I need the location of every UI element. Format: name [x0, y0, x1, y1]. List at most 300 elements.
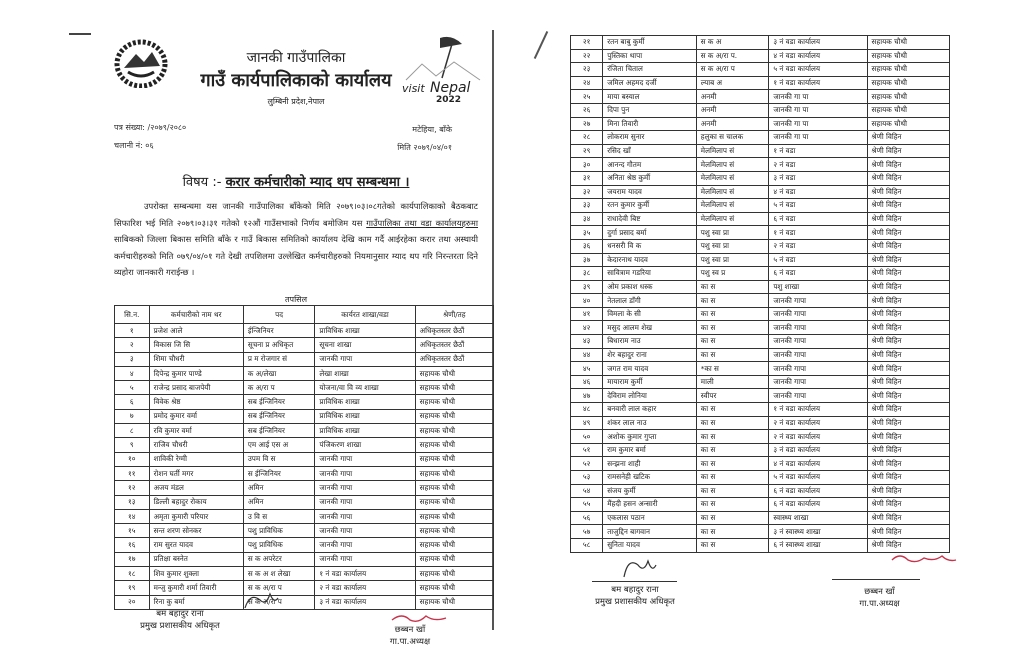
body-text: उपरोक्त सम्बन्धमा यस जानकी गाउँपालिका बाँकेको मिति २०७९।०३।०८गतेको कार्यपालिकाको बैठकबाट सिफारिश भई मिति २०७९।०३।३१ गतेको १२औं गाउँसभाको निर्णय बमोजिम यस	[114, 201, 478, 228]
grade: सहायक चौथी	[415, 567, 493, 581]
grade: श्रेणी विहिन	[867, 212, 949, 226]
signatory-title: गा.पा.अध्यक्ष	[389, 637, 431, 647]
work-unit: जानकी गापा	[769, 307, 867, 321]
grade: श्रेणी विहिन	[867, 185, 949, 199]
employee-name: राधादेवी बिष्ट	[603, 212, 697, 226]
serial-number: ४७	[571, 389, 603, 403]
employee-name: ताजुद्दिन बागवान	[603, 525, 697, 539]
grade: श्रेणी विहिन	[867, 416, 949, 430]
employee-name: विकास जि सि	[149, 338, 243, 352]
position: मेलमिलाप सं	[696, 199, 769, 213]
grade: सहायक चौथी	[867, 117, 949, 131]
work-unit: ६ नं वडा	[769, 267, 867, 281]
position: स क अ/रा प	[243, 581, 315, 595]
employee-name: जयराम यादव	[603, 185, 697, 199]
position: पशु स्वा प्रा	[696, 239, 769, 253]
serial-number: ५	[115, 381, 150, 395]
work-unit: ५ नं वडा	[769, 253, 867, 267]
work-unit: जानकी गापा	[315, 538, 415, 552]
position: स क अ/रा प	[696, 63, 769, 77]
work-unit: जानकी गापा	[315, 552, 415, 566]
employee-name: अजय मंडल	[149, 481, 243, 495]
work-unit: जानकी गा पा	[769, 131, 867, 145]
employee-name: मैंहदी हसन अन्सारी	[603, 498, 697, 512]
grade: श्रेणी विहिन	[867, 389, 949, 403]
position: का स	[696, 307, 769, 321]
grade: श्रेणी विहिन	[867, 321, 949, 335]
serial-number: २८	[571, 131, 603, 145]
employee-name: बिधाराम नाउ	[603, 335, 697, 349]
grade: सहायक चौथी	[415, 438, 493, 452]
province-name: लुम्बिनी प्रदेश,नेपाल	[267, 97, 325, 106]
serial-number: ४२	[571, 321, 603, 335]
grade: श्रेणी विहिन	[867, 471, 949, 485]
table-row	[115, 452, 494, 466]
work-unit: १ नं वडा कार्यालय	[769, 403, 867, 417]
position: *का स	[696, 362, 769, 376]
work-unit: जानकी गा पा	[769, 117, 867, 131]
grade: अधिकृतस्तर छैठौं	[415, 324, 493, 338]
employee-name: मसुद आलम शेख	[603, 321, 697, 335]
serial-number: ४५	[571, 362, 603, 376]
work-unit: २ नं वडा कार्यालय	[769, 430, 867, 444]
serial-number: ३२	[571, 185, 603, 199]
table-row	[571, 416, 950, 430]
signatory-right	[842, 586, 917, 610]
employee-name: केदारनाथ यादव	[603, 253, 697, 267]
table-row	[571, 538, 950, 552]
place: मटेहिया, बाँके	[412, 125, 452, 134]
grade: सहायक चौथी	[415, 409, 493, 423]
position: मेलमिलाप सं	[696, 185, 769, 199]
letter-page-2	[570, 35, 950, 635]
work-unit: ४ नं वडा कार्यालय	[769, 49, 867, 63]
table-row	[115, 338, 494, 352]
work-unit: ३ नं वडा कार्यालय	[769, 36, 867, 50]
employee-name: पुस्तिका थापा	[603, 49, 697, 63]
serial-number: १९	[115, 581, 150, 595]
table-row	[571, 471, 950, 485]
serial-number: ४३	[571, 335, 603, 349]
position: का स	[696, 538, 769, 552]
table-row	[571, 498, 950, 512]
table-row	[571, 36, 950, 50]
serial-number: १७	[115, 552, 150, 566]
employee-name: ओम प्रकाश धस्क	[603, 280, 697, 294]
position: पशु स्व प्र	[696, 267, 769, 281]
employee-name: आनन्द गौतम	[603, 158, 697, 172]
subject-text: करार कर्मचारीको म्याद थप सम्बन्धमा ।	[225, 175, 410, 190]
column-header: पद	[243, 306, 315, 324]
grade: सहायक चौथी	[415, 381, 493, 395]
column-header: श्रेणी/तह	[415, 306, 493, 324]
serial-number: ३०	[571, 158, 603, 172]
employee-name: विमला के सी	[603, 307, 697, 321]
position: सब ईन्जिनियर	[243, 409, 315, 423]
employee-name: रामसनेही खटिक	[603, 471, 697, 485]
employee-name: जमिल अहमद दर्जी	[603, 76, 697, 90]
table-row	[571, 76, 950, 90]
position: मेलमिलाप सं	[696, 212, 769, 226]
serial-number: ३६	[571, 239, 603, 253]
position: एम आई एस अ	[243, 438, 315, 452]
grade: सहायक चौथी	[415, 524, 493, 538]
serial-number: ४९	[571, 416, 603, 430]
visit-nepal-logo	[400, 34, 486, 104]
employee-name: अमृता कुमारी परियार	[149, 509, 243, 523]
position: पशु स्वा प्रा	[696, 253, 769, 267]
table-row	[115, 538, 494, 552]
table-row	[571, 362, 950, 376]
table-row	[115, 409, 494, 423]
serial-number: १५	[115, 524, 150, 538]
position: मेलमिलाप सं	[696, 171, 769, 185]
serial-number: १२	[115, 481, 150, 495]
signatory-left	[580, 584, 690, 608]
position: का स	[696, 498, 769, 512]
position: ल्याब अ	[696, 76, 769, 90]
grade: सहायक चौथी	[415, 552, 493, 566]
table-row	[571, 335, 950, 349]
grade: सहायक चौथी	[415, 595, 493, 609]
grade: श्रेणी विहिन	[867, 199, 949, 213]
serial-number: ३५	[571, 226, 603, 240]
employee-name: दिपा पुन	[603, 103, 697, 117]
serial-number: ५४	[571, 484, 603, 498]
position: का स	[696, 484, 769, 498]
employee-name: रतन कुमार कुर्मी	[603, 199, 697, 213]
work-unit: प्राविधिक शाखा	[315, 424, 415, 438]
serial-number: २१	[571, 36, 603, 50]
position: का स	[696, 457, 769, 471]
table-row	[571, 103, 950, 117]
work-unit: जानकी गापा	[769, 375, 867, 389]
work-unit: ३ नं वडा कार्यालय	[769, 443, 867, 457]
table-row	[115, 509, 494, 523]
table-row	[571, 484, 950, 498]
body-underlined: गाउँपालिका तथा वडा कार्यालयहरुमा	[366, 217, 479, 228]
serial-number: ५८	[571, 538, 603, 552]
signatory-name: बम बहादुर राना	[156, 609, 204, 619]
employee-name: अनिता श्रेष्ठ कुर्मी	[603, 171, 697, 185]
grade: सहायक चौथी	[415, 538, 493, 552]
column-header: सि.न.	[115, 306, 150, 324]
serial-number: ५६	[571, 511, 603, 525]
work-unit: जानकी गापा	[769, 348, 867, 362]
employee-name: मायाराम कुर्मी	[603, 375, 697, 389]
work-unit: प्राविधिक शाखा	[315, 409, 415, 423]
serial-number: ७	[115, 409, 150, 423]
employee-name: राजेन्द्र प्रसाद बाजपेयी	[149, 381, 243, 395]
signatory-right	[370, 624, 450, 648]
work-unit: जानकी गापा	[769, 335, 867, 349]
serial-number: २०	[115, 595, 150, 609]
grade: सहायक चौथी	[867, 90, 949, 104]
table-row	[115, 481, 494, 495]
position: अमिन	[243, 481, 315, 495]
employee-name: मिना तिवारी	[603, 117, 697, 131]
position: उ वि स	[243, 509, 315, 523]
serial-number: ८	[115, 424, 150, 438]
employee-name: रंजिता चिताल	[603, 63, 697, 77]
work-unit: २ नं वडा	[769, 158, 867, 172]
serial-number: ४१	[571, 307, 603, 321]
position: क अ/लेखा	[243, 366, 315, 380]
signature-line	[832, 579, 920, 580]
grade: श्रेणी विहिन	[867, 239, 949, 253]
grade: सहायक चौथी	[867, 63, 949, 77]
serial-number: २६	[571, 103, 603, 117]
position: स क अपरेटर	[243, 552, 315, 566]
table-row	[571, 348, 950, 362]
employee-name: दिपेन्द्र कुमार पाण्डे	[149, 366, 243, 380]
table-row	[571, 525, 950, 539]
work-unit: जानकी गापा	[315, 524, 415, 538]
work-unit: ३ नं वडा	[769, 171, 867, 185]
serial-number: २	[115, 338, 150, 352]
serial-number: १३	[115, 495, 150, 509]
serial-number: ३	[115, 352, 150, 366]
table-row	[571, 280, 950, 294]
table-row	[571, 294, 950, 308]
position: अनमी	[696, 103, 769, 117]
work-unit: जानकी गापा	[315, 509, 415, 523]
position: स ईन्जिनियर	[243, 466, 315, 480]
signatory-name: बम बहादुर राना	[611, 585, 659, 595]
svg-text:2022: 2022	[436, 95, 462, 104]
signature-right	[390, 612, 450, 624]
employee-name: राम कुमार बर्मा	[603, 443, 697, 457]
position: का स	[696, 511, 769, 525]
work-unit: ३ नं स्वास्थ्य शाखा	[769, 525, 867, 539]
grade: श्रेणी विहिन	[867, 280, 949, 294]
employee-name: बनवारी लाल कहार	[603, 403, 697, 417]
employee-name: सन्त शरण सोनकर	[149, 524, 243, 538]
grade: श्रेणी विहिन	[867, 348, 949, 362]
employee-name: शिमा चौधरी	[149, 352, 243, 366]
serial-number: १८	[115, 567, 150, 581]
table-row	[115, 324, 494, 338]
position: पशु स्वा प्रा	[696, 226, 769, 240]
scan-mark	[69, 33, 91, 35]
serial-number: १४	[115, 509, 150, 523]
position: माली	[696, 375, 769, 389]
grade: श्रेणी विहिन	[867, 158, 949, 172]
work-unit: सूचना शाखा	[315, 338, 415, 352]
table-row	[115, 395, 494, 409]
position: का स	[696, 294, 769, 308]
serial-number: ५२	[571, 457, 603, 471]
serial-number: २२	[571, 49, 603, 63]
grade: श्रेणी विहिन	[867, 511, 949, 525]
body-paragraph	[114, 198, 478, 281]
work-unit: प्राविधिक शाखा	[315, 324, 415, 338]
grade: श्रेणी विहिन	[867, 538, 949, 552]
work-unit: स्वास्थ्य शाखा	[769, 511, 867, 525]
serial-number: ३९	[571, 280, 603, 294]
serial-number: ९	[115, 438, 150, 452]
signatory-title: प्रमुख प्रशासकीय अधिकृत	[595, 597, 675, 607]
table-row	[571, 185, 950, 199]
employee-name: रोशन घर्ती मगर	[149, 466, 243, 480]
signature-line	[592, 581, 677, 582]
grade: अधिकृतस्तर छैठौं	[415, 338, 493, 352]
position: पशु प्राविधिक	[243, 538, 315, 552]
employee-name: रवि कुमार वर्मा	[149, 424, 243, 438]
table-row	[115, 581, 494, 595]
grade: सहायक चौथी	[867, 76, 949, 90]
employee-name: रिना कु बर्मा	[149, 595, 243, 609]
serial-number: ४	[115, 366, 150, 380]
employee-name: एकलास पठान	[603, 511, 697, 525]
work-unit: जानकी गापा	[315, 466, 415, 480]
employee-name: रतन बाबु कुर्मी	[603, 36, 697, 50]
serial-number: ५३	[571, 471, 603, 485]
work-unit: ५ नं वडा कार्यालय	[769, 63, 867, 77]
work-unit: जानकी गापा	[315, 495, 415, 509]
employee-name: सुनिता यादव	[603, 538, 697, 552]
table-row	[571, 90, 950, 104]
employee-name: दुर्गा प्रसाद बर्मा	[603, 226, 697, 240]
position: स्वीपर	[696, 389, 769, 403]
serial-number: ३३	[571, 199, 603, 213]
dispatch-number: चलानी नं: ०६	[114, 141, 154, 150]
grade: श्रेणी विहिन	[867, 267, 949, 281]
work-unit: ५ नं वडा	[769, 199, 867, 213]
scan-mark	[534, 31, 548, 59]
grade: श्रेणी विहिन	[867, 403, 949, 417]
work-unit: जानकी गापा	[769, 321, 867, 335]
letter-number: पत्र संख्या: /२०७९/२०८०	[114, 123, 187, 132]
grade: सहायक चौथी	[415, 481, 493, 495]
table-row	[571, 253, 950, 267]
position: सब ईन्जिनियर	[243, 424, 315, 438]
signatory-name: छब्बन खाँ	[394, 625, 426, 635]
table-row	[571, 403, 950, 417]
work-unit: २ नं वडा कार्यालय	[315, 581, 415, 595]
employee-name: अशोक कुमार गुप्ता	[603, 430, 697, 444]
letter-date: मिति २०७९/०४/०१	[397, 143, 452, 152]
serial-number: २३	[571, 63, 603, 77]
table-row	[571, 511, 950, 525]
serial-number: १	[115, 324, 150, 338]
position: का स	[696, 321, 769, 335]
position: का स	[696, 525, 769, 539]
position: उपम वि स	[243, 452, 315, 466]
serial-number: ४६	[571, 375, 603, 389]
grade: सहायक चौथी	[415, 452, 493, 466]
grade: श्रेणी विहिन	[867, 307, 949, 321]
table-row	[571, 443, 950, 457]
position: अनमी	[696, 90, 769, 104]
table-row	[115, 438, 494, 452]
grade: सहायक चौथी	[415, 466, 493, 480]
grade: सहायक चौथी	[867, 36, 949, 50]
table-row	[115, 495, 494, 509]
employee-name: देविराम लोनिया	[603, 389, 697, 403]
serial-number: ४८	[571, 403, 603, 417]
employee-name: शंकर लाल नाउ	[603, 416, 697, 430]
grade: श्रेणी विहिन	[867, 171, 949, 185]
table-row	[115, 366, 494, 380]
work-unit: २ नं वडा	[769, 239, 867, 253]
position: हलुका स चालक	[696, 131, 769, 145]
work-unit: ६ नं वडा कार्यालय	[769, 498, 867, 512]
serial-number: ३४	[571, 212, 603, 226]
work-unit: १ नं वडा कार्यालय	[769, 76, 867, 90]
position: स क अ/रा प	[243, 595, 315, 609]
column-header: कर्मचारीको नाम थर	[149, 306, 243, 324]
position: स क अ/रा प.	[696, 49, 769, 63]
position: अनमी	[696, 117, 769, 131]
work-unit: लेखा शाखा	[315, 366, 415, 380]
work-unit: ६ नं स्वास्थ्य शाखा	[769, 538, 867, 552]
work-unit: योजना/वा वि व्य शाखा	[315, 381, 415, 395]
letter-page-1	[100, 30, 494, 647]
employee-name: जगत राम यादव	[603, 362, 697, 376]
employee-name: धनसरी वि क	[603, 239, 697, 253]
table-row	[571, 389, 950, 403]
work-unit: जानकी गापा	[769, 362, 867, 376]
table-row	[571, 131, 950, 145]
work-unit: जानकी गापा	[769, 294, 867, 308]
table-row	[571, 226, 950, 240]
position: प्र म रोजगार सं	[243, 352, 315, 366]
signature-left	[620, 555, 660, 583]
table-row	[115, 352, 494, 366]
serial-number: ११	[115, 466, 150, 480]
table-row	[571, 375, 950, 389]
grade: सहायक चौथी	[867, 103, 949, 117]
work-unit: १ नं वडा	[769, 226, 867, 240]
svg-text:Nepal: Nepal	[430, 80, 471, 96]
employee-table-continued	[570, 35, 950, 553]
column-header: कार्यरत शाखा/वडा	[315, 306, 415, 324]
grade: श्रेणी विहिन	[867, 498, 949, 512]
table-row	[571, 321, 950, 335]
grade: सहायक चौथी	[415, 495, 493, 509]
table-caption: तपसिल	[284, 295, 307, 304]
position: क अ/रा प	[243, 381, 315, 395]
position: ईन्जिनियर	[243, 324, 315, 338]
table-row	[115, 466, 494, 480]
table-row	[115, 424, 494, 438]
employee-name: नेतलाल डाँगी	[603, 294, 697, 308]
grade: सहायक चौथी	[415, 395, 493, 409]
employee-name: डिल्ली बहादुर रोकाय	[149, 495, 243, 509]
employee-name: राम सुरत यादव	[149, 538, 243, 552]
serial-number: १०	[115, 452, 150, 466]
subject-label: विषय :-	[182, 175, 222, 190]
table-row	[571, 307, 950, 321]
grade: श्रेणी विहिन	[867, 294, 949, 308]
table-row	[115, 567, 494, 581]
position: का स	[696, 335, 769, 349]
employee-name: शिव कुमार शुक्ला	[149, 567, 243, 581]
grade: श्रेणी विहिन	[867, 253, 949, 267]
employee-name: सावित्राम गडरिया	[603, 267, 697, 281]
work-unit: जानकी गापा	[315, 452, 415, 466]
position: का स	[696, 348, 769, 362]
work-unit: ५ नं वडा कार्यालय	[769, 471, 867, 485]
serial-number: २४	[571, 76, 603, 90]
work-unit: ३ नं वडा कार्यालय	[315, 595, 415, 609]
grade: श्रेणी विहिन	[867, 525, 949, 539]
position: का स	[696, 471, 769, 485]
work-unit: जानकी गा पा	[769, 103, 867, 117]
position: मेलमिलाप सं	[696, 158, 769, 172]
employee-table	[114, 305, 494, 610]
